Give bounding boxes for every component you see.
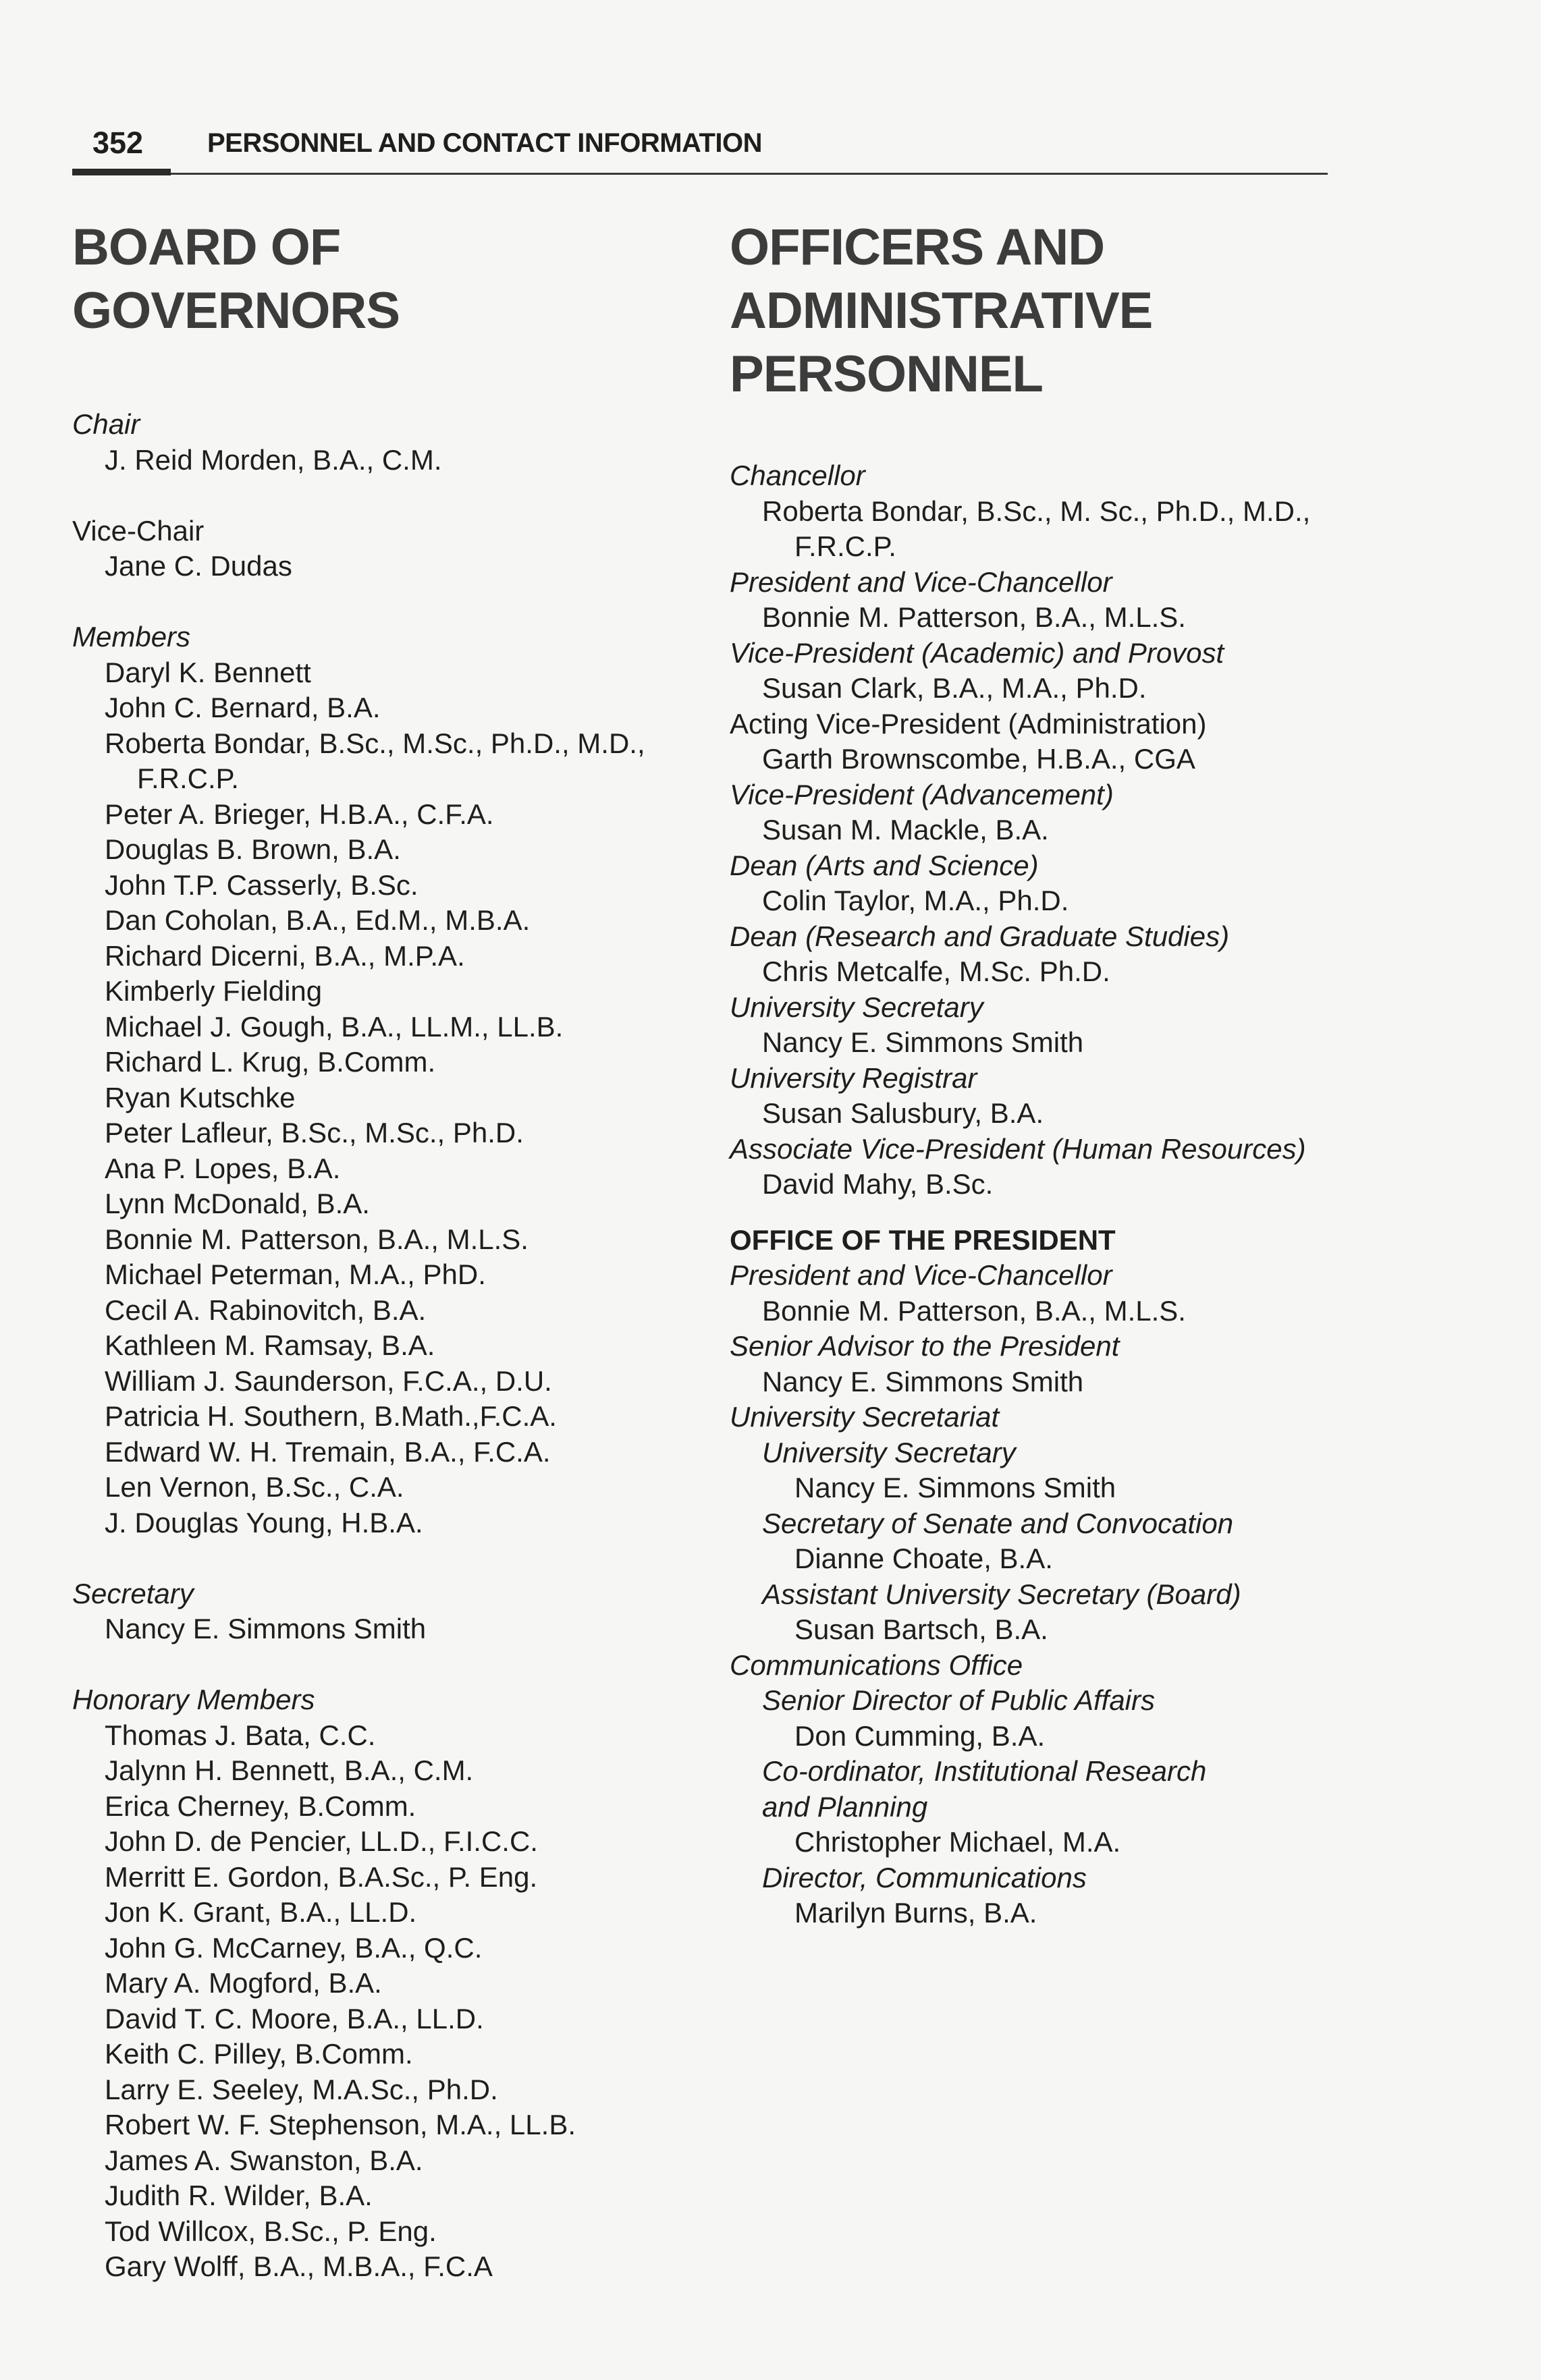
- person-name: Roberta Bondar, B.Sc., M. Sc., Ph.D., M.D.,: [762, 495, 1311, 527]
- vice-chair-name: Jane C. Dudas: [105, 550, 292, 582]
- honorary-member-name: Merritt E. Gordon, B.A.Sc., P. Eng.: [105, 1860, 538, 1893]
- officers-heading-line: OFFICERS AND: [730, 219, 1105, 276]
- member-name: Ryan Kutschke: [105, 1081, 296, 1113]
- board-of-governors-column: [72, 216, 707, 2285]
- position-title: President and Vice-Chancellor: [730, 1259, 1112, 1291]
- member-name: Len Vernon, B.Sc., C.A.: [105, 1471, 404, 1503]
- officers-heading-line: PERSONNEL: [730, 345, 1043, 403]
- honorary-member-name: Gary Wolff, B.A., M.B.A., F.C.A: [105, 2250, 493, 2282]
- person-name: Colin Taylor, M.A., Ph.D.: [762, 885, 1069, 916]
- member-name: Michael J. Gough, B.A., LL.M., LL.B.: [105, 1010, 564, 1043]
- member-name: Kimberly Fielding: [105, 975, 323, 1007]
- honorary-member-name: Larry E. Seeley, M.A.Sc., Ph.D.: [105, 2073, 498, 2105]
- person-name: Susan Clark, B.A., M.A., Ph.D.: [762, 672, 1147, 704]
- person-name: Bonnie M. Patterson, B.A., M.L.S.: [762, 601, 1186, 633]
- honorary-members-label: Honorary Members: [72, 1684, 315, 1715]
- officers-heading: [730, 216, 1486, 406]
- person-name: Nancy E. Simmons Smith: [794, 1472, 1116, 1503]
- member-name: Patricia H. Southern, B.Math.,F.C.A.: [105, 1400, 557, 1432]
- member-name: Dan Coholan, B.A., Ed.M., M.B.A.: [105, 904, 531, 936]
- members-list: [72, 655, 707, 1541]
- honorary-member-name: John D. de Pencier, LL.D., F.I.C.C.: [105, 1825, 538, 1857]
- person-name: Nancy E. Simmons Smith: [762, 1026, 1084, 1058]
- position-title: University Secretariat: [730, 1401, 1000, 1433]
- position-title: University Secretary: [762, 1436, 1016, 1468]
- honorary-member-name: James A. Swanston, B.A.: [105, 2144, 423, 2176]
- honorary-member-name: Mary A. Mogford, B.A.: [105, 1967, 382, 1999]
- board-heading-line: GOVERNORS: [72, 282, 400, 339]
- person-name: Nancy E. Simmons Smith: [762, 1365, 1084, 1397]
- officers-list: [730, 458, 1486, 1202]
- person-name: Christopher Michael, M.A.: [794, 1826, 1121, 1858]
- page-header: [72, 120, 1328, 174]
- honorary-member-name: Keith C. Pilley, B.Comm.: [105, 2038, 413, 2070]
- honorary-member-name: Tod Willcox, B.Sc., P. Eng.: [105, 2215, 437, 2247]
- position-title: Co-ordinator, Institutional Research: [762, 1755, 1207, 1787]
- position-title: Vice-President (Advancement): [730, 778, 1114, 810]
- honorary-member-name: Jon K. Grant, B.A., LL.D.: [105, 1896, 417, 1928]
- person-name: Susan Bartsch, B.A.: [794, 1613, 1048, 1645]
- member-name: John C. Bernard, B.A.: [105, 692, 381, 723]
- member-name: Roberta Bondar, B.Sc., M.Sc., Ph.D., M.D.,: [105, 727, 645, 759]
- position-title: Communications Office: [730, 1649, 1023, 1681]
- running-title: PERSONNEL AND CONTACT INFORMATION: [207, 128, 762, 158]
- member-name: Bonnie M. Patterson, B.A., M.L.S.: [105, 1223, 529, 1255]
- honorary-members-list: [72, 1718, 707, 2285]
- member-name: Ana P. Lopes, B.A.: [105, 1152, 341, 1184]
- position-title: and Planning: [762, 1790, 928, 1823]
- position-title: Secretary of Senate and Convocation: [762, 1507, 1234, 1539]
- members-label: Members: [72, 621, 191, 653]
- board-heading: [72, 216, 707, 343]
- chair-label: Chair: [72, 408, 140, 440]
- person-name: Dianne Choate, B.A.: [794, 1543, 1053, 1574]
- position-title: University Registrar: [730, 1061, 977, 1094]
- honorary-member-name: John G. McCarney, B.A., Q.C.: [105, 1931, 483, 1964]
- board-heading-line: BOARD OF: [72, 219, 341, 276]
- honorary-member-name: David T. C. Moore, B.A., LL.D.: [105, 2002, 484, 2035]
- member-name: Richard Dicerni, B.A., M.P.A.: [105, 939, 465, 972]
- position-title: Senior Advisor to the President: [730, 1330, 1120, 1362]
- position-title: Chancellor: [730, 460, 865, 491]
- secretary-label: Secretary: [72, 1577, 194, 1609]
- honorary-member-name: Judith R. Wilder, B.A.: [105, 2180, 373, 2211]
- position-title: Dean (Arts and Science): [730, 849, 1039, 881]
- position-title: University Secretary: [730, 991, 983, 1023]
- office-of-president-heading: OFFICE OF THE PRESIDENT: [730, 1223, 1116, 1256]
- member-name: Cecil A. Rabinovitch, B.A.: [105, 1294, 427, 1326]
- officers-heading-line: ADMINISTRATIVE: [730, 282, 1153, 339]
- honorary-member-name: Thomas J. Bata, C.C.: [105, 1719, 376, 1751]
- header-rule-accent: [72, 169, 171, 175]
- member-name: J. Douglas Young, H.B.A.: [105, 1506, 423, 1539]
- vice-chair-label: Vice-Chair: [72, 514, 205, 547]
- member-name: Kathleen M. Ramsay, B.A.: [105, 1329, 435, 1361]
- position-title: Assistant University Secretary (Board): [762, 1578, 1241, 1610]
- member-name: Peter A. Brieger, H.B.A., C.F.A.: [105, 798, 494, 830]
- position-title: Director, Communications: [762, 1861, 1087, 1893]
- honorary-member-name: Jalynn H. Bennett, B.A., C.M.: [105, 1754, 474, 1786]
- position-title: Dean (Research and Graduate Studies): [730, 920, 1230, 952]
- person-name: Garth Brownscombe, H.B.A., CGA: [762, 743, 1195, 775]
- person-name: Chris Metcalfe, M.Sc. Ph.D.: [762, 956, 1110, 987]
- member-name: Richard L. Krug, B.Comm.: [105, 1046, 436, 1078]
- position-title: Associate Vice-President (Human Resources): [730, 1132, 1306, 1165]
- member-name: John T.P. Casserly, B.Sc.: [105, 868, 418, 901]
- office-of-president-list: [730, 1258, 1486, 1931]
- member-name: Douglas B. Brown, B.A.: [105, 833, 401, 865]
- member-name: Edward W. H. Tremain, B.A., F.C.A.: [105, 1435, 551, 1468]
- member-name: Lynn McDonald, B.A.: [105, 1188, 370, 1219]
- member-name: F.R.C.P.: [137, 763, 239, 794]
- person-name: Bonnie M. Patterson, B.A., M.L.S.: [762, 1294, 1186, 1327]
- person-name: Marilyn Burns, B.A.: [794, 1897, 1037, 1929]
- person-name: Don Cumming, B.A.: [794, 1719, 1046, 1752]
- person-name: Susan M. Mackle, B.A.: [762, 814, 1049, 846]
- member-name: Peter Lafleur, B.Sc., M.Sc., Ph.D.: [105, 1117, 524, 1149]
- member-name: Michael Peterman, M.A., PhD.: [105, 1258, 486, 1290]
- position-title: Senior Director of Public Affairs: [762, 1684, 1155, 1716]
- honorary-member-name: Robert W. F. Stephenson, M.A., LL.B.: [105, 2109, 576, 2140]
- member-name: William J. Saunderson, F.C.A., D.U.: [105, 1364, 552, 1397]
- person-name: David Mahy, B.Sc.: [762, 1168, 994, 1200]
- position-title: President and Vice-Chancellor: [730, 565, 1112, 598]
- honorary-member-name: Erica Cherney, B.Comm.: [105, 1790, 416, 1822]
- person-name: F.R.C.P.: [794, 530, 896, 562]
- position-title: Vice-President (Academic) and Provost: [730, 636, 1224, 669]
- secretary-name: Nancy E. Simmons Smith: [105, 1613, 427, 1644]
- page-number: 352: [92, 126, 144, 160]
- chair-name: J. Reid Morden, B.A., C.M.: [105, 443, 442, 476]
- member-name: Daryl K. Bennett: [105, 656, 311, 688]
- person-name: Susan Salusbury, B.A.: [762, 1097, 1044, 1129]
- header-rule: [72, 173, 1328, 175]
- person-name: Acting Vice-President (Administration): [730, 707, 1207, 740]
- officers-column: [730, 216, 1486, 1931]
